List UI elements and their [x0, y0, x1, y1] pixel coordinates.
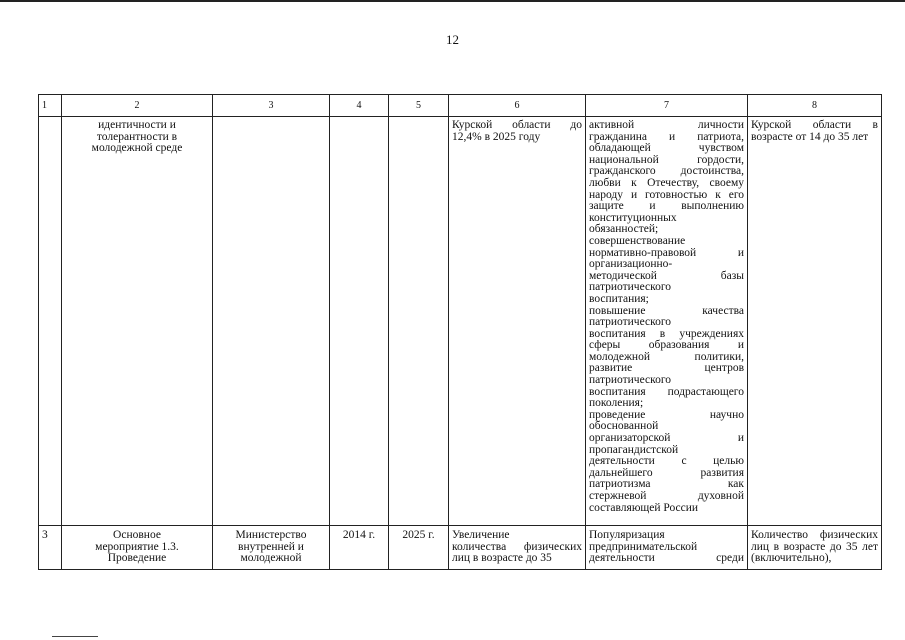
text-line: лиц в возрасте до 35 лет [751, 540, 878, 553]
text-line: молодежной политики, [589, 350, 744, 363]
text-line: конституционных [589, 211, 677, 224]
text-line: 12,4% в 2025 году [452, 130, 541, 143]
cell-start-year [330, 117, 389, 526]
cell-number: 3 [39, 526, 62, 570]
text-line: дальнейшего развития [589, 466, 744, 479]
text-line: Количество физических [751, 529, 878, 541]
text-line: активной личности [589, 119, 744, 131]
text-line: воспитания подрастающего [589, 385, 744, 398]
text-line: деятельности с целью [589, 455, 744, 468]
cell-target-indicator [748, 117, 882, 526]
text-line: совершенствование [589, 234, 686, 247]
text-line: предпринимательской [589, 540, 698, 553]
cell-end-year: 2025 г. [389, 526, 449, 570]
cell-main-directions [586, 117, 748, 526]
text-line: защите и выполнению [589, 200, 744, 213]
text-line: количества физических [452, 540, 582, 553]
text-line: толерантности в [96, 130, 178, 143]
text-line: национальной гордости, [589, 153, 744, 166]
text-line: (включительно), [751, 552, 832, 565]
table-row [39, 526, 882, 570]
text-line: Проведение [107, 552, 167, 565]
text-line: патриотизма как [589, 478, 744, 491]
header-cell: 8 [748, 95, 882, 117]
text-line: методической базы [589, 269, 744, 282]
cell-number [39, 117, 62, 526]
header-cell: 3 [213, 95, 330, 117]
text-line: Популяризация [589, 529, 665, 541]
text-line: Министерство [235, 529, 307, 541]
table-header-row [39, 95, 882, 117]
text-line: лиц в возрасте до 35 [452, 552, 552, 565]
text-line: организационно- [589, 258, 673, 271]
text-line: Курской области в [751, 119, 878, 131]
text-line: идентичности и [98, 119, 176, 131]
header-cell: 6 [449, 95, 586, 117]
text-line: гражданского достоинства, [589, 165, 744, 178]
text-line: патриотического [589, 281, 672, 294]
text-line: сферы образования и [589, 339, 744, 352]
cell-expected-result [449, 117, 586, 526]
text-line: деятельности среди [589, 552, 744, 565]
text-line: обладающей чувством [589, 142, 744, 155]
header-cell: 2 [62, 95, 213, 117]
page-number: 12 [446, 32, 459, 47]
table-row [39, 117, 882, 526]
text-line: гражданина и патриота, [589, 130, 744, 143]
text-line: внутренней и [238, 540, 304, 553]
text-line: молодежной среде [91, 142, 183, 155]
header-cell: 4 [330, 95, 389, 117]
header-cell: 5 [389, 95, 449, 117]
text-line: Увеличение [452, 529, 510, 541]
text-line: поколения; [589, 397, 644, 410]
cell-start-year: 2014 г. [330, 526, 389, 570]
cell-executor [213, 526, 330, 570]
text-line: проведение научно [589, 408, 744, 421]
cell-expected-result [449, 526, 586, 570]
text-line: развитие центров [589, 362, 744, 375]
cell-end-year [389, 117, 449, 526]
text-line: обязанностей; [589, 223, 659, 236]
header-cell: 7 [586, 95, 748, 117]
program-table [38, 94, 882, 570]
cell-main-directions [586, 526, 748, 570]
header-cell: 1 [39, 95, 62, 117]
text-line: повышение качества [589, 304, 744, 317]
text-line: возрасте от 14 до 35 лет [751, 130, 869, 143]
text-line: составляющей России [589, 501, 699, 514]
text-line: организаторской и [589, 432, 744, 445]
text-line: мероприятие 1.3. [95, 540, 179, 553]
top-border-line [0, 0, 905, 2]
text-line: Курской области до [452, 119, 582, 131]
text-line: народу и готовностью к его [589, 188, 744, 201]
text-line: стержневой духовной [589, 490, 744, 502]
text-line: воспитания; [589, 292, 649, 305]
cell-activity [62, 117, 213, 526]
text-line: патриотического [589, 374, 672, 387]
cell-activity [62, 526, 213, 570]
text-line: воспитания в учреждениях [589, 327, 744, 340]
text-line: патриотического [589, 316, 672, 329]
text-line: пропагандистской [589, 443, 679, 456]
text-line: любви к Отечеству, своему [589, 176, 744, 189]
text-line: Основное [113, 529, 161, 541]
footnote-rule [52, 636, 98, 637]
cell-target-indicator [748, 526, 882, 570]
text-line: молодежной [240, 552, 302, 565]
cell-executor [213, 117, 330, 526]
text-line: нормативно-правовой и [589, 246, 744, 259]
text-line: обоснованной [589, 420, 659, 433]
